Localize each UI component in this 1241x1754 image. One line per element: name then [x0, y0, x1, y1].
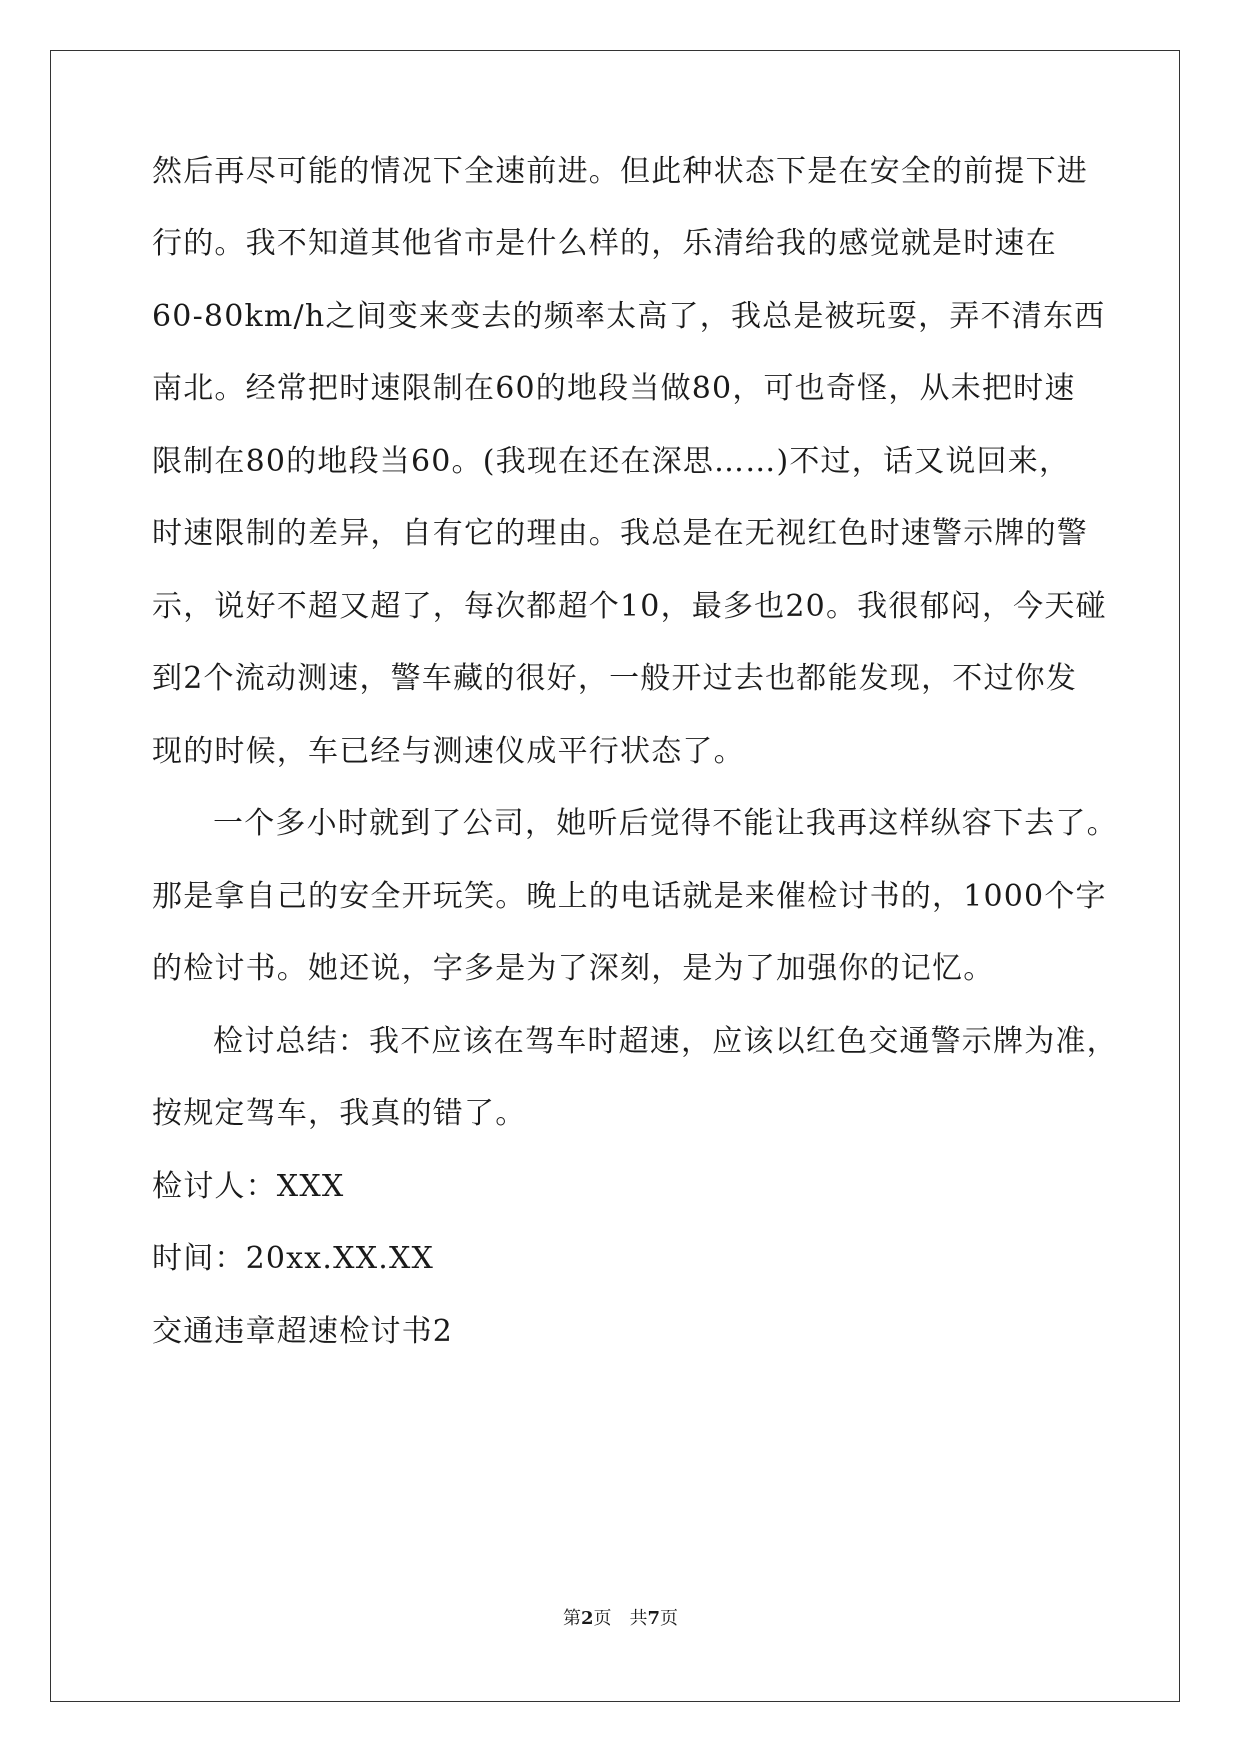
current-page-number: 2 [580, 1608, 594, 1629]
body-line-3: 60-80km/h之间变来变去的频率太高了，我总是被玩耍，弄不清东西 [152, 299, 1106, 334]
signature-date: 时间：20xx.XX.XX [152, 1241, 435, 1276]
body-line-10: 一个多小时就到了公司，她听后觉得不能让我再这样纵容下去了。 [213, 806, 1118, 841]
signature-author: 检讨人：XXX [152, 1169, 345, 1204]
body-line-14: 按规定驾车，我真的错了。 [152, 1096, 527, 1131]
body-line-12: 的检讨书。她还说，字多是为了深刻，是为了加强你的记忆。 [152, 951, 995, 986]
body-line-6: 时速限制的差异，自有它的理由。我总是在无视红色时速警示牌的警 [152, 516, 1088, 551]
body-line-7: 示，说好不超又超了，每次都超个10，最多也20。我很郁闷，今天碰 [152, 589, 1107, 624]
body-line-9: 现的时候，车已经与测速仪成平行状态了。 [152, 734, 745, 769]
body-line-5: 限制在80的地段当60。(我现在还在深思……)不过，话又说回来， [152, 444, 1071, 479]
total-page-count: 7 [647, 1608, 661, 1629]
footer-prefix: 第 [562, 1608, 581, 1629]
page-footer [0, 1607, 1241, 1631]
body-line-13: 检讨总结：我不应该在驾车时超速，应该以红色交通警示牌为准， [213, 1024, 1118, 1059]
footer-mid: 页 共 [593, 1608, 648, 1629]
body-line-2: 行的。我不知道其他省市是什么样的，乐清给我的感觉就是时速在 [152, 226, 1057, 261]
body-line-1: 然后再尽可能的情况下全速前进。但此种状态下是在安全的前提下进 [152, 154, 1088, 189]
next-section-heading: 交通违章超速检讨书2 [152, 1314, 454, 1349]
footer-suffix: 页 [660, 1608, 679, 1629]
body-line-4: 南北。经常把时速限制在60的地段当做80，可也奇怪，从未把时速 [152, 371, 1076, 406]
body-line-11: 那是拿自己的安全开玩笑。晚上的电话就是来催检讨书的，1000个字 [152, 879, 1107, 914]
body-line-8: 到2个流动测速，警车藏的很好，一般开过去也都能发现，不过你发 [152, 661, 1078, 696]
